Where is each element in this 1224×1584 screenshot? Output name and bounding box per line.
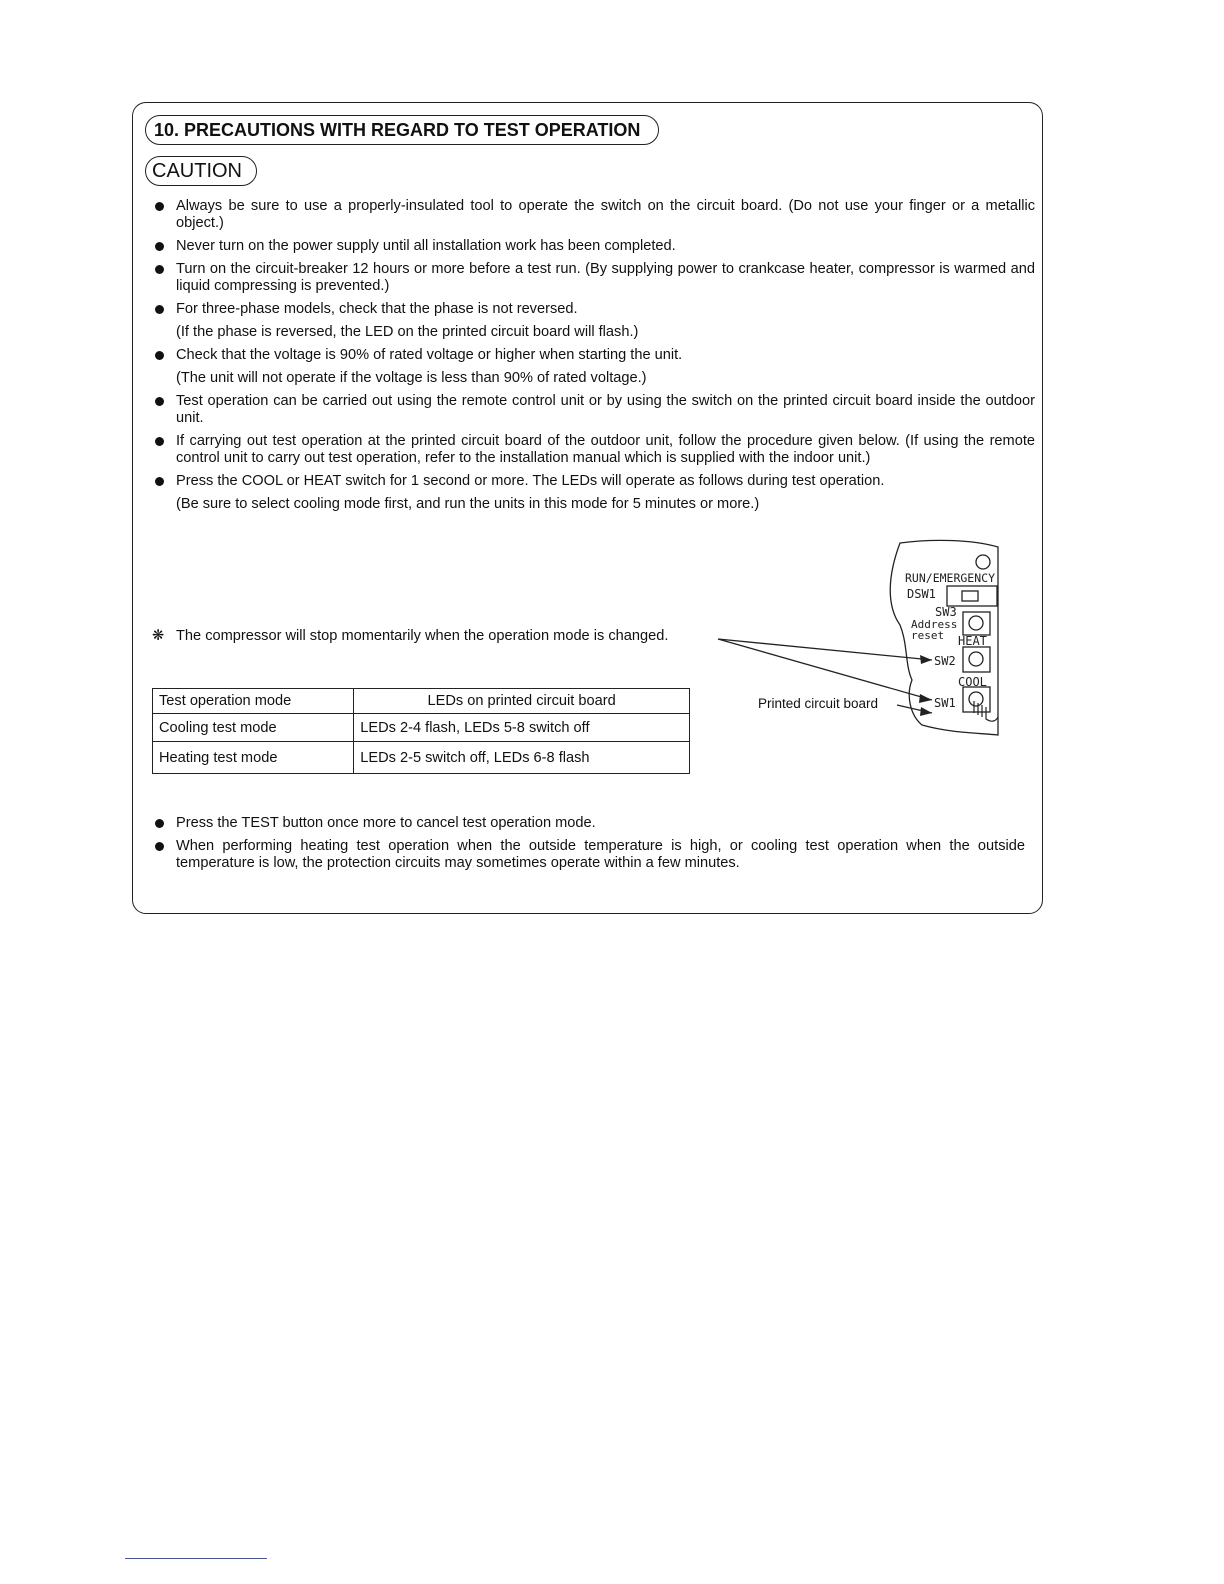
sw3-button-circle-icon — [969, 616, 983, 630]
run-emergency-led-icon — [976, 555, 990, 569]
sw2-label: SW2 — [934, 654, 956, 668]
address-label: Address — [911, 618, 958, 631]
pcb-diagram — [700, 535, 1010, 745]
bullet-icon — [155, 842, 164, 851]
table-cell: Cooling test mode — [153, 714, 354, 742]
table-header: Test operation mode — [153, 689, 354, 714]
dsw1-switch-icon — [947, 586, 997, 606]
bullet-icon — [155, 242, 164, 251]
sw3-label: SW3 — [935, 605, 957, 619]
table-cell: Heating test mode — [153, 742, 354, 774]
run-emergency-label: RUN/EMERGENCY — [905, 571, 996, 585]
pcb-label: Printed circuit board — [758, 696, 879, 711]
list-item: For three-phase models, check that the phase is not reversed. (If the phase is reversed, the LED on the printed circuit board will flash.) — [155, 301, 1035, 341]
table-row — [153, 714, 690, 742]
list-item: Press the TEST button once more to cancel test operation mode. — [155, 815, 1025, 832]
bullet-icon — [155, 397, 164, 406]
final-notes-list — [155, 815, 1025, 878]
list-item: When performing heating test operation when the outside temperature is high, or cooling test operation when the outside temperature is low, the protection circuits may sometimes operate within a few minutes. — [155, 838, 1025, 872]
precaution-list — [155, 198, 1035, 519]
list-item: Test operation can be carried out using the remote control unit or by using the switch on the printed circuit board inside the outdoor unit. — [155, 393, 1035, 427]
table-header: LEDs on printed circuit board — [354, 689, 690, 714]
bullet-icon — [155, 305, 164, 314]
finger-icon — [974, 701, 998, 721]
list-item: Turn on the circuit-breaker 12 hours or more before a test run. (By supplying power to crankcase heater, compressor is warmed and liquid compressing is prevented.) — [155, 261, 1035, 295]
sw2-button-circle-icon — [969, 652, 983, 666]
table-cell: LEDs 2-5 switch off, LEDs 6-8 flash — [354, 742, 690, 774]
pcb-diagram-svg — [700, 535, 1010, 745]
bullet-icon — [155, 265, 164, 274]
table-cell: LEDs 2-4 flash, LEDs 5-8 switch off — [354, 714, 690, 742]
arrowhead-icon — [920, 707, 932, 716]
asterisk-icon: ❋ — [152, 628, 165, 644]
list-item: Never turn on the power supply until all installation work has been completed. — [155, 238, 1035, 255]
bullet-icon — [155, 437, 164, 446]
list-item: If carrying out test operation at the printed circuit board of the outdoor unit, follow the procedure given below. (If using the remote control unit to carry out test operation, refer to the installation manual which is supplied with the indoor unit.) — [155, 433, 1035, 467]
table-row — [153, 742, 690, 774]
sw1-button-circle-icon — [969, 692, 983, 706]
bullet-icon — [155, 819, 164, 828]
cool-label: COOL — [958, 675, 987, 689]
section-title: 10. PRECAUTIONS WITH REGARD TO TEST OPERATION — [145, 115, 659, 145]
bullet-icon — [155, 477, 164, 486]
arrowhead-icon — [920, 655, 932, 664]
dsw1-slider-icon — [962, 591, 978, 601]
arrowhead-icon — [919, 694, 932, 703]
bullet-icon — [155, 351, 164, 360]
heat-label: HEAT — [958, 634, 987, 648]
caution-label: CAUTION — [145, 156, 257, 186]
dsw1-label: DSW1 — [907, 587, 936, 601]
list-item: Always be sure to use a properly-insulated tool to operate the switch on the circuit board. (Do not use your finger or a metallic object.) — [155, 198, 1035, 232]
reset-label: reset — [911, 629, 945, 642]
sw1-label: SW1 — [934, 696, 956, 710]
list-item: Press the COOL or HEAT switch for 1 second or more. The LEDs will operate as follows during test operation. (Be sure to select cooling mode first, and run the units in this mode for 5 minutes or more.) — [155, 473, 1035, 513]
test-mode-table — [152, 688, 690, 774]
note-text: The compressor will stop momentarily when the operation mode is changed. — [176, 628, 669, 644]
bullet-icon — [155, 202, 164, 211]
table-header-row — [153, 689, 690, 714]
compressor-note — [152, 626, 668, 646]
list-item: Check that the voltage is 90% of rated voltage or higher when starting the unit. (The unit will not operate if the voltage is less than 90% of rated voltage.) — [155, 347, 1035, 387]
sw2-button-icon — [963, 647, 990, 672]
arrow-line — [718, 639, 932, 660]
footer-rule — [125, 1558, 267, 1559]
arrow-line — [718, 639, 932, 700]
